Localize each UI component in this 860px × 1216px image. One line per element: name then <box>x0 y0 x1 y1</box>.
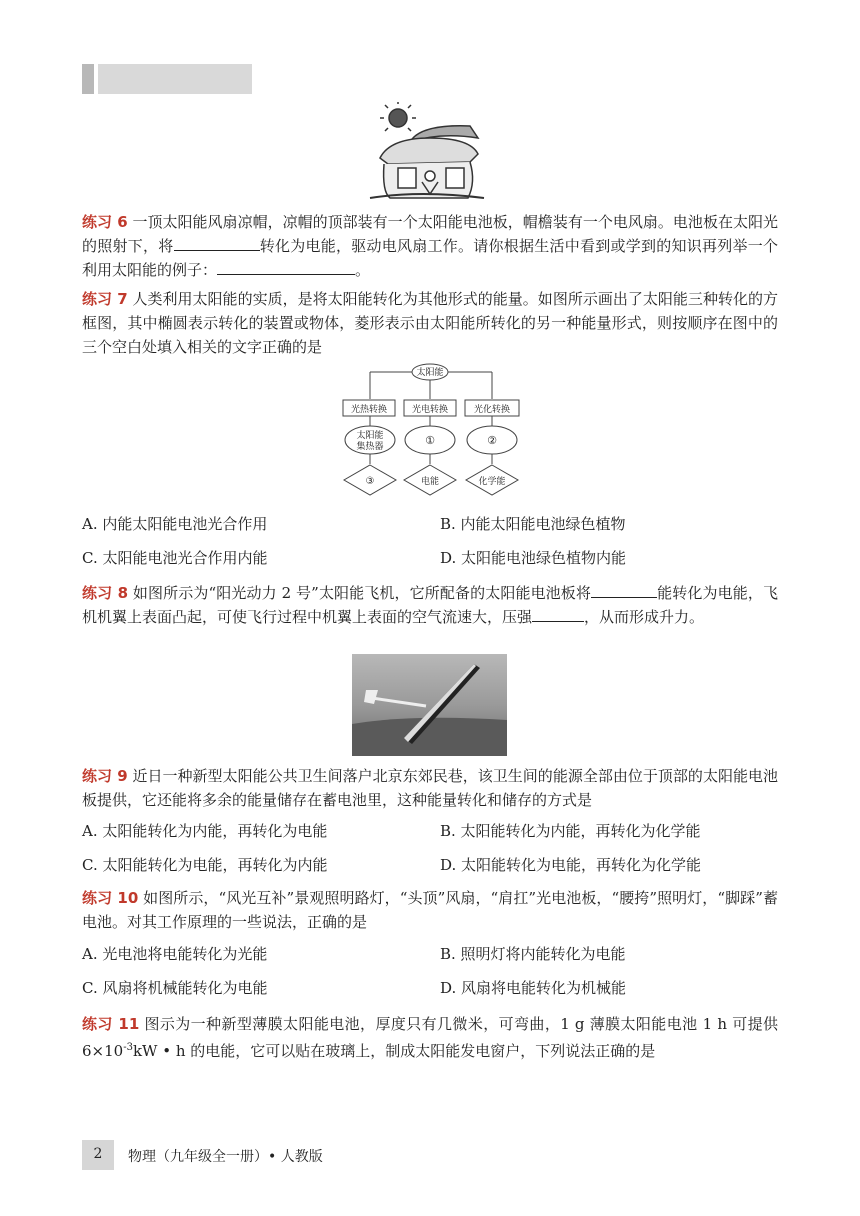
exercise-label: 练习 6 <box>82 213 128 231</box>
option-c[interactable]: C. 风扇将机械能转化为电能 <box>82 979 268 997</box>
option-b[interactable]: B. 照明灯将内能转化为电能 <box>440 945 626 963</box>
exponent: -3 <box>123 1042 133 1053</box>
exercise-7 <box>82 287 778 359</box>
solar-plane-photo <box>352 654 507 756</box>
exercise-9 <box>82 764 778 812</box>
option-b[interactable]: B. 太阳能转化为内能，再转化为化学能 <box>440 822 701 840</box>
diagram-ellipse-label: ① <box>425 434 435 447</box>
section-header-bar <box>98 64 252 94</box>
option-a[interactable]: A. 内能太阳能电池光合作用 <box>82 515 268 533</box>
exercise-text: 。 <box>355 261 371 279</box>
diagram-diamond-label: 电能 <box>420 477 440 487</box>
answer-blank[interactable] <box>532 607 584 622</box>
book-title: 物理（九年级全一册）• 人教版 <box>128 1149 323 1165</box>
solar-hat-illustration <box>360 102 490 204</box>
exercise-8 <box>82 581 778 629</box>
option-d[interactable]: D. 太阳能电池绿色植物内能 <box>440 549 627 567</box>
exercise-text: 转化为电能，驱动电风扇工作。请你根据生活中看到或学到的知识再列举一个利用太阳能的例子： <box>82 237 778 279</box>
exercise-text: 图示为一种新型薄膜太阳能电池，厚度只有几微米，可弯曲，1 g 薄膜太阳能电池 1 h 可提供 6×10 <box>82 1015 778 1060</box>
exercise-11 <box>82 1012 778 1063</box>
diagram-box-label: 光热转换 <box>350 405 388 415</box>
exercise-text: 人类利用太阳能的实质，是将太阳能转化为其他形式的能量。如图所示画出了太阳能三种转化的方框图，其中椭圆表示转化的装置或物体，菱形表示由太阳能所转化的另一种能量形式，则按顺序在图中的三个空白处填入相关的文字正确的是 <box>82 290 778 356</box>
option-b[interactable]: B. 内能太阳能电池绿色植物 <box>440 515 626 533</box>
exercise-label: 练习 8 <box>82 584 129 602</box>
exercise-6 <box>82 210 778 282</box>
diagram-diamond-label: ③ <box>365 476 375 487</box>
diagram-ellipse-label: 集热器 <box>356 442 384 452</box>
diagram-top-label: 太阳能 <box>416 368 444 378</box>
exercise-text: 如图所示为“阳光动力 2 号”太阳能飞机，它所配备的太阳能电池板将 <box>128 584 592 602</box>
energy-conversion-diagram <box>335 362 525 496</box>
exercise-text: 如图所示，“风光互补”景观照明路灯，“头顶”风扇，“肩扛”光电池板，“腰挎”照明灯，“脚踩”蓄电池。对其工作原理的一些说法，正确的是 <box>82 889 778 931</box>
option-d[interactable]: D. 风扇将电能转化为机械能 <box>440 979 627 997</box>
diagram-ellipse-label: ② <box>487 434 497 447</box>
exercise-text: 一顶太阳能风扇凉帽，凉帽的顶部装有一个太阳能电池板，帽檐装有一个电风扇。电池板在太阳光的照射下，将 <box>82 213 778 255</box>
option-d[interactable]: D. 太阳能转化为电能，再转化为化学能 <box>440 856 702 874</box>
option-c[interactable]: C. 太阳能电池光合作用内能 <box>82 549 268 567</box>
exercise-label: 练习 7 <box>82 290 128 308</box>
exercise-text: kW • h 的电能，它可以贴在玻璃上，制成太阳能发电窗户，下列说法正确的是 <box>132 1042 656 1060</box>
exercise-text: 近日一种新型太阳能公共卫生间落户北京东郊民巷，该卫生间的能源全部由位于顶部的太阳能电池板提供，它还能将多余的能量储存在蓄电池里，这种能量转化和储存的方式是 <box>82 767 778 809</box>
exercise-text: ，从而形成升力。 <box>584 608 705 626</box>
answer-blank[interactable] <box>174 236 260 251</box>
exercise-label: 练习 11 <box>82 1015 140 1033</box>
diagram-box-label: 光电转换 <box>411 405 449 415</box>
option-c[interactable]: C. 太阳能转化为电能，再转化为内能 <box>82 856 328 874</box>
diagram-diamond-label: 化学能 <box>478 477 506 487</box>
option-a[interactable]: A. 光电池将电能转化为光能 <box>82 945 268 963</box>
exercise-label: 练习 10 <box>82 889 139 907</box>
option-a[interactable]: A. 太阳能转化为内能，再转化为电能 <box>82 822 328 840</box>
exercise-text: 能转化为电能，飞机机翼上表面凸起，可使飞行过程中机翼上表面的空气流速大，压强 <box>82 584 778 626</box>
answer-blank[interactable] <box>591 583 657 598</box>
diagram-box-label: 光化转换 <box>473 405 511 415</box>
diagram-ellipse-label: 太阳能 <box>356 431 384 441</box>
exercise-10 <box>82 886 778 934</box>
answer-blank[interactable] <box>217 260 355 275</box>
exercise-label: 练习 9 <box>82 767 128 785</box>
page-number: 2 <box>93 1146 103 1162</box>
section-header-accent <box>82 64 94 94</box>
